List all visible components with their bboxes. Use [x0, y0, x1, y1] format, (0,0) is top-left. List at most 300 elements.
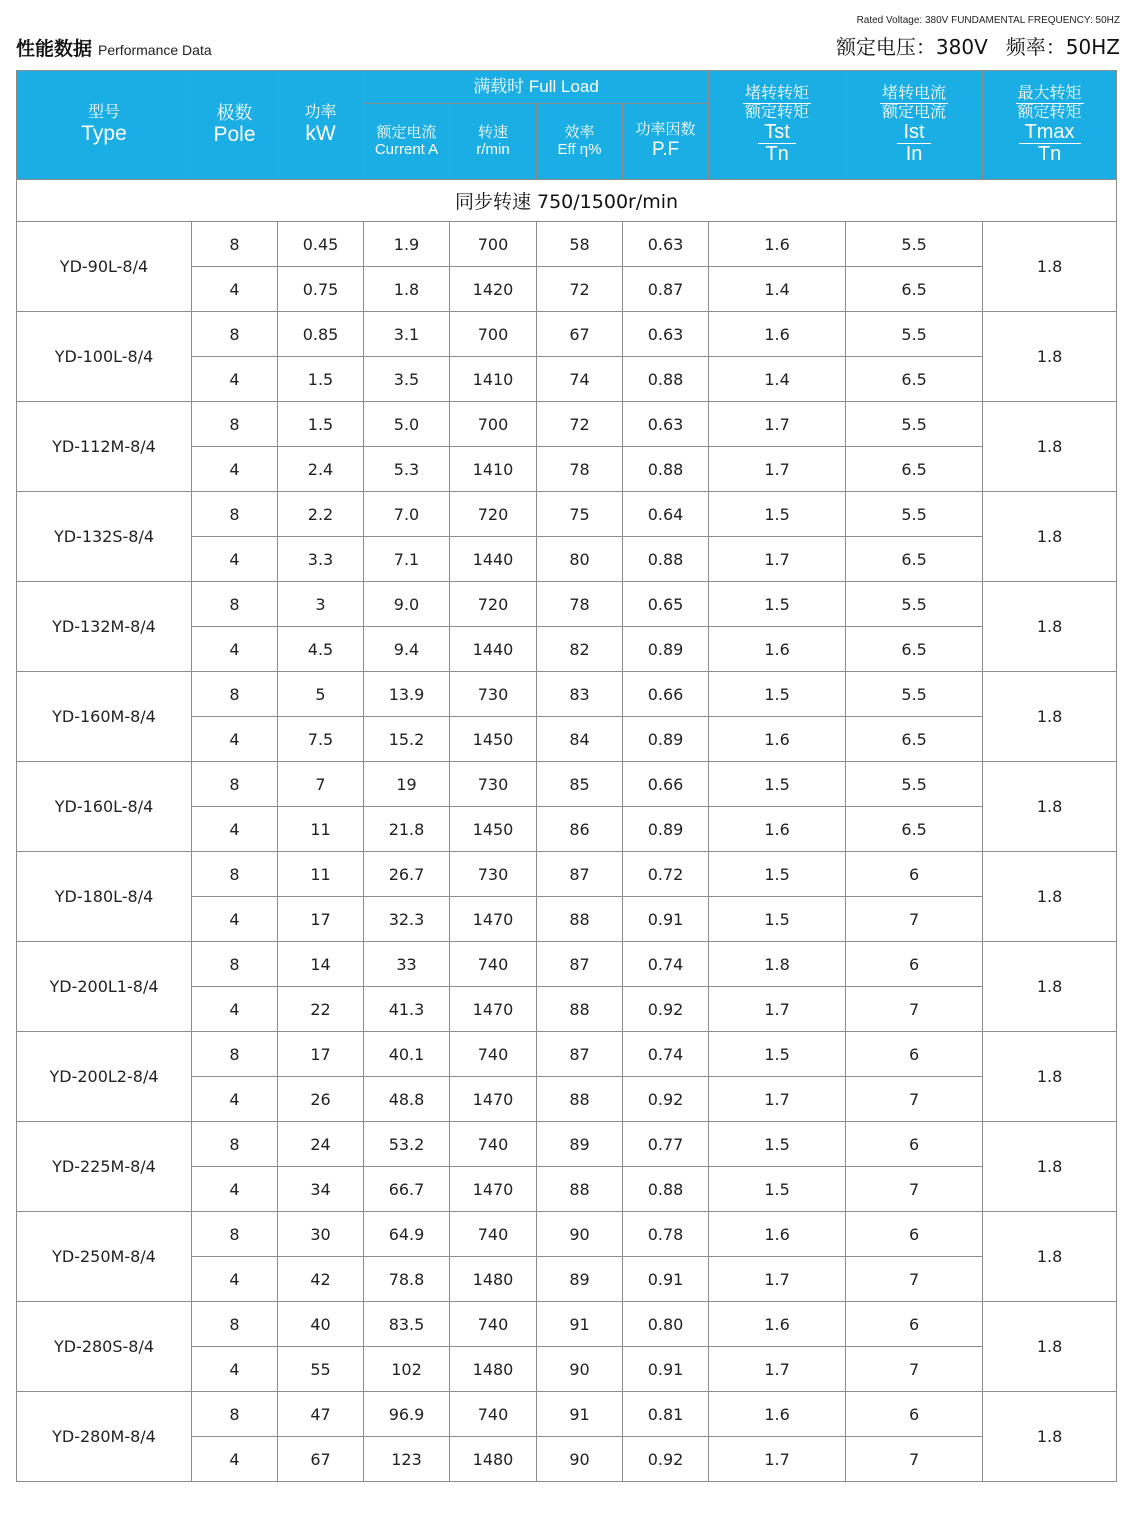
cell-ist-in: 7 — [846, 1077, 983, 1122]
table-row — [17, 852, 1117, 897]
cell-efficiency: 88 — [537, 897, 623, 942]
cell-efficiency: 89 — [537, 1257, 623, 1302]
cell-ist-in: 5.5 — [846, 672, 983, 717]
cell-ist-in: 6.5 — [846, 627, 983, 672]
cell-power-kw: 5 — [278, 672, 364, 717]
header-pole-en: Pole — [213, 123, 256, 147]
rated-voltage-cn-frequency: 频率：50HZ — [1005, 35, 1120, 59]
header-speed-en: r/min — [476, 140, 510, 158]
cell-model: YD-180L-8/4 — [17, 852, 192, 942]
cell-speed-rpm: 740 — [450, 1302, 537, 1347]
cell-power-factor: 0.88 — [623, 537, 709, 582]
header-locked-torque-sub: 额定转矩 — [745, 104, 810, 122]
cell-current-a: 41.3 — [364, 987, 450, 1032]
header-max-torque-den: Tn — [1037, 142, 1062, 165]
header-current-en: Current A — [374, 140, 439, 158]
cell-speed-rpm: 1410 — [450, 357, 537, 402]
cell-pole: 8 — [192, 1122, 278, 1167]
cell-speed-rpm: 730 — [450, 852, 537, 897]
cell-pole: 4 — [192, 267, 278, 312]
cell-current-a: 1.8 — [364, 267, 450, 312]
header-full-load: 满载时 Full Load — [364, 71, 709, 104]
cell-tst-tn: 1.5 — [709, 762, 846, 807]
cell-speed-rpm: 740 — [450, 1032, 537, 1077]
header-type — [17, 71, 192, 180]
cell-power-kw: 7 — [278, 762, 364, 807]
header-eff-cn: 效率 — [564, 123, 595, 141]
header-max-torque-num: Tmax — [1019, 122, 1081, 143]
cell-pole: 4 — [192, 987, 278, 1032]
cell-speed-rpm: 720 — [450, 582, 537, 627]
cell-efficiency: 72 — [537, 267, 623, 312]
cell-ist-in: 5.5 — [846, 492, 983, 537]
cell-ist-in: 6 — [846, 1392, 983, 1437]
cell-ist-in: 5.5 — [846, 402, 983, 447]
cell-efficiency: 90 — [537, 1437, 623, 1482]
cell-power-kw: 22 — [278, 987, 364, 1032]
cell-current-a: 66.7 — [364, 1167, 450, 1212]
cell-efficiency: 87 — [537, 942, 623, 987]
cell-ist-in: 6 — [846, 1212, 983, 1257]
performance-table — [16, 70, 1117, 1482]
cell-model: YD-112M-8/4 — [17, 402, 192, 492]
cell-speed-rpm: 720 — [450, 492, 537, 537]
cell-ist-in: 7 — [846, 1437, 983, 1482]
cell-ist-in: 7 — [846, 1257, 983, 1302]
cell-efficiency: 90 — [537, 1212, 623, 1257]
cell-tst-tn: 1.7 — [709, 1077, 846, 1122]
header-max-torque-sub: 额定转矩 — [1017, 104, 1082, 122]
cell-speed-rpm: 740 — [450, 1392, 537, 1437]
cell-ist-in: 6.5 — [846, 537, 983, 582]
cell-current-a: 83.5 — [364, 1302, 450, 1347]
cell-efficiency: 85 — [537, 762, 623, 807]
cell-power-kw: 30 — [278, 1212, 364, 1257]
cell-power-kw: 0.85 — [278, 312, 364, 357]
cell-efficiency: 87 — [537, 1032, 623, 1077]
cell-tst-tn: 1.7 — [709, 402, 846, 447]
cell-power-factor: 0.89 — [623, 627, 709, 672]
cell-model: YD-225M-8/4 — [17, 1122, 192, 1212]
cell-pole: 8 — [192, 402, 278, 447]
cell-power-kw: 2.2 — [278, 492, 364, 537]
cell-speed-rpm: 1470 — [450, 987, 537, 1032]
cell-power-kw: 24 — [278, 1122, 364, 1167]
header-type-en: Type — [81, 122, 127, 146]
header-locked-torque-den: Tn — [765, 142, 789, 165]
cell-power-kw: 1.5 — [278, 357, 364, 402]
cell-tmax-tn: 1.8 — [983, 582, 1117, 672]
cell-speed-rpm: 1420 — [450, 267, 537, 312]
cell-tst-tn: 1.5 — [709, 672, 846, 717]
header-type-cn: 型号 — [87, 104, 120, 122]
cell-power-factor: 0.88 — [623, 447, 709, 492]
cell-current-a: 3.1 — [364, 312, 450, 357]
cell-current-a: 48.8 — [364, 1077, 450, 1122]
cell-pole: 8 — [192, 1032, 278, 1077]
page-title — [16, 34, 212, 61]
cell-speed-rpm: 1450 — [450, 807, 537, 852]
cell-tmax-tn: 1.8 — [983, 1302, 1117, 1392]
cell-pole: 8 — [192, 312, 278, 357]
cell-speed-rpm: 740 — [450, 942, 537, 987]
cell-pole: 8 — [192, 852, 278, 897]
cell-power-factor: 0.64 — [623, 492, 709, 537]
table-row — [17, 1392, 1117, 1437]
cell-speed-rpm: 1480 — [450, 1347, 537, 1392]
header-current-cn: 额定电流 — [376, 123, 437, 141]
header-speed-cn: 转速 — [477, 123, 508, 141]
cell-tmax-tn: 1.8 — [983, 762, 1117, 852]
header-pf-cn: 功率因数 — [635, 121, 696, 139]
cell-power-kw: 11 — [278, 852, 364, 897]
cell-power-kw: 40 — [278, 1302, 364, 1347]
header-efficiency — [537, 104, 623, 180]
cell-pole: 4 — [192, 1257, 278, 1302]
cell-pole: 8 — [192, 492, 278, 537]
cell-pole: 8 — [192, 672, 278, 717]
cell-tmax-tn: 1.8 — [983, 1122, 1117, 1212]
cell-model: YD-160M-8/4 — [17, 672, 192, 762]
cell-current-a: 15.2 — [364, 717, 450, 762]
cell-ist-in: 6.5 — [846, 717, 983, 762]
cell-power-factor: 0.72 — [623, 852, 709, 897]
cell-tmax-tn: 1.8 — [983, 852, 1117, 942]
cell-current-a: 9.4 — [364, 627, 450, 672]
cell-model: YD-132M-8/4 — [17, 582, 192, 672]
header-locked-current-cn: 堵转电流 — [882, 85, 947, 103]
cell-pole: 4 — [192, 537, 278, 582]
cell-power-factor: 0.91 — [623, 1347, 709, 1392]
cell-model: YD-132S-8/4 — [17, 492, 192, 582]
cell-power-factor: 0.66 — [623, 672, 709, 717]
header-speed — [450, 104, 537, 180]
cell-power-factor: 0.63 — [623, 222, 709, 267]
cell-current-a: 1.9 — [364, 222, 450, 267]
title-en: Performance Data — [98, 42, 212, 58]
cell-ist-in: 7 — [846, 897, 983, 942]
cell-speed-rpm: 1470 — [450, 1167, 537, 1212]
cell-current-a: 5.0 — [364, 402, 450, 447]
cell-pole: 4 — [192, 1437, 278, 1482]
cell-current-a: 33 — [364, 942, 450, 987]
cell-power-kw: 0.45 — [278, 222, 364, 267]
cell-ist-in: 5.5 — [846, 312, 983, 357]
title-cn: 性能数据 — [16, 38, 93, 60]
cell-current-a: 102 — [364, 1347, 450, 1392]
cell-speed-rpm: 1450 — [450, 717, 537, 762]
cell-speed-rpm: 700 — [450, 222, 537, 267]
cell-pole: 8 — [192, 1212, 278, 1257]
cell-speed-rpm: 1440 — [450, 627, 537, 672]
cell-power-kw: 11 — [278, 807, 364, 852]
cell-tmax-tn: 1.8 — [983, 1212, 1117, 1302]
cell-model: YD-200L1-8/4 — [17, 942, 192, 1032]
cell-power-kw: 2.4 — [278, 447, 364, 492]
table-body — [17, 180, 1117, 1482]
header-current — [364, 104, 450, 180]
cell-model: YD-250M-8/4 — [17, 1212, 192, 1302]
table-row — [17, 1212, 1117, 1257]
header-eff-en: Eff η% — [557, 140, 602, 158]
cell-power-factor: 0.63 — [623, 312, 709, 357]
cell-ist-in: 6 — [846, 1302, 983, 1347]
header-power — [278, 71, 364, 180]
cell-tmax-tn: 1.8 — [983, 1032, 1117, 1122]
cell-tst-tn: 1.6 — [709, 312, 846, 357]
cell-current-a: 7.0 — [364, 492, 450, 537]
header-power-en: kW — [305, 122, 336, 146]
cell-power-factor: 0.80 — [623, 1302, 709, 1347]
cell-efficiency: 82 — [537, 627, 623, 672]
table-row — [17, 222, 1117, 267]
cell-efficiency: 75 — [537, 492, 623, 537]
rated-voltage-cn-voltage: 额定电压：380V — [835, 35, 988, 59]
cell-tst-tn: 1.5 — [709, 582, 846, 627]
cell-power-factor: 0.74 — [623, 942, 709, 987]
cell-speed-rpm: 1440 — [450, 537, 537, 582]
cell-speed-rpm: 700 — [450, 402, 537, 447]
header-max-torque — [983, 71, 1117, 180]
cell-power-kw: 0.75 — [278, 267, 364, 312]
cell-pole: 4 — [192, 1347, 278, 1392]
cell-efficiency: 90 — [537, 1347, 623, 1392]
cell-power-kw: 3 — [278, 582, 364, 627]
cell-power-kw: 1.5 — [278, 402, 364, 447]
cell-current-a: 21.8 — [364, 807, 450, 852]
cell-power-kw: 34 — [278, 1167, 364, 1212]
header-power-cn: 功率 — [304, 104, 337, 122]
cell-efficiency: 89 — [537, 1122, 623, 1167]
cell-tst-tn: 1.7 — [709, 1437, 846, 1482]
cell-speed-rpm: 1470 — [450, 897, 537, 942]
rated-voltage-en: Rated Voltage: 380V FUNDAMENTAL FREQUENCY: 50HZ — [856, 15, 1120, 26]
cell-ist-in: 6.5 — [846, 447, 983, 492]
cell-current-a: 7.1 — [364, 537, 450, 582]
cell-ist-in: 7 — [846, 987, 983, 1032]
cell-tst-tn: 1.6 — [709, 1392, 846, 1437]
cell-power-kw: 4.5 — [278, 627, 364, 672]
cell-power-factor: 0.78 — [623, 1212, 709, 1257]
cell-efficiency: 67 — [537, 312, 623, 357]
cell-power-factor: 0.92 — [623, 1077, 709, 1122]
cell-speed-rpm: 730 — [450, 672, 537, 717]
cell-ist-in: 6 — [846, 1122, 983, 1167]
cell-efficiency: 88 — [537, 1167, 623, 1212]
table-row — [17, 1032, 1117, 1077]
cell-pole: 8 — [192, 942, 278, 987]
cell-ist-in: 6 — [846, 942, 983, 987]
table-row — [17, 1122, 1117, 1167]
cell-tst-tn: 1.5 — [709, 852, 846, 897]
sync-speed-row: 同步转速 750/1500r/min — [17, 180, 1117, 222]
cell-current-a: 19 — [364, 762, 450, 807]
cell-model: YD-280M-8/4 — [17, 1392, 192, 1482]
cell-tst-tn: 1.4 — [709, 267, 846, 312]
cell-power-kw: 3.3 — [278, 537, 364, 582]
cell-tst-tn: 1.5 — [709, 1167, 846, 1212]
cell-power-factor: 0.81 — [623, 1392, 709, 1437]
cell-efficiency: 87 — [537, 852, 623, 897]
header-pole — [192, 71, 278, 180]
cell-pole: 4 — [192, 717, 278, 762]
table-row — [17, 1302, 1117, 1347]
cell-ist-in: 7 — [846, 1347, 983, 1392]
cell-pole: 4 — [192, 627, 278, 672]
cell-tst-tn: 1.6 — [709, 222, 846, 267]
header-locked-current-den: In — [905, 142, 923, 165]
cell-pole: 4 — [192, 357, 278, 402]
cell-tmax-tn: 1.8 — [983, 402, 1117, 492]
cell-power-factor: 0.89 — [623, 717, 709, 762]
header-locked-current — [846, 71, 983, 180]
cell-ist-in: 6.5 — [846, 807, 983, 852]
cell-tst-tn: 1.5 — [709, 492, 846, 537]
cell-speed-rpm: 740 — [450, 1122, 537, 1167]
cell-tst-tn: 1.8 — [709, 942, 846, 987]
cell-current-a: 64.9 — [364, 1212, 450, 1257]
cell-power-kw: 26 — [278, 1077, 364, 1122]
cell-efficiency: 84 — [537, 717, 623, 762]
cell-tst-tn: 1.5 — [709, 897, 846, 942]
cell-tst-tn: 1.7 — [709, 447, 846, 492]
header-locked-torque — [709, 71, 846, 180]
cell-power-factor: 0.74 — [623, 1032, 709, 1077]
cell-model: YD-100L-8/4 — [17, 312, 192, 402]
cell-speed-rpm: 730 — [450, 762, 537, 807]
header-locked-torque-num: Tst — [758, 122, 796, 143]
cell-power-factor: 0.91 — [623, 897, 709, 942]
cell-model: YD-160L-8/4 — [17, 762, 192, 852]
cell-current-a: 26.7 — [364, 852, 450, 897]
cell-efficiency: 91 — [537, 1392, 623, 1437]
cell-tst-tn: 1.4 — [709, 357, 846, 402]
cell-efficiency: 74 — [537, 357, 623, 402]
cell-power-kw: 47 — [278, 1392, 364, 1437]
cell-power-kw: 55 — [278, 1347, 364, 1392]
cell-speed-rpm: 1410 — [450, 447, 537, 492]
cell-current-a: 3.5 — [364, 357, 450, 402]
cell-power-kw: 17 — [278, 1032, 364, 1077]
cell-efficiency: 86 — [537, 807, 623, 852]
cell-power-factor: 0.92 — [623, 1437, 709, 1482]
header-max-torque-cn: 最大转矩 — [1017, 85, 1082, 103]
cell-ist-in: 5.5 — [846, 762, 983, 807]
cell-ist-in: 6.5 — [846, 357, 983, 402]
cell-tst-tn: 1.6 — [709, 1302, 846, 1347]
cell-ist-in: 5.5 — [846, 222, 983, 267]
cell-pole: 4 — [192, 1077, 278, 1122]
cell-tst-tn: 1.6 — [709, 717, 846, 762]
cell-power-factor: 0.66 — [623, 762, 709, 807]
cell-pole: 8 — [192, 762, 278, 807]
cell-efficiency: 88 — [537, 987, 623, 1032]
cell-current-a: 123 — [364, 1437, 450, 1482]
cell-power-kw: 42 — [278, 1257, 364, 1302]
cell-ist-in: 5.5 — [846, 582, 983, 627]
header-locked-current-sub: 额定电流 — [882, 104, 947, 122]
header-locked-torque-cn: 堵转转矩 — [745, 85, 810, 103]
cell-ist-in: 6.5 — [846, 267, 983, 312]
cell-efficiency: 91 — [537, 1302, 623, 1347]
table-header — [17, 71, 1117, 180]
cell-pole: 4 — [192, 1167, 278, 1212]
header-pole-cn: 极数 — [216, 103, 253, 124]
cell-current-a: 5.3 — [364, 447, 450, 492]
cell-current-a: 13.9 — [364, 672, 450, 717]
cell-tst-tn: 1.7 — [709, 1257, 846, 1302]
cell-tmax-tn: 1.8 — [983, 1392, 1117, 1482]
table-row — [17, 762, 1117, 807]
header-power-factor — [623, 104, 709, 180]
cell-tst-tn: 1.7 — [709, 987, 846, 1032]
cell-power-kw: 17 — [278, 897, 364, 942]
cell-ist-in: 7 — [846, 1167, 983, 1212]
cell-tst-tn: 1.5 — [709, 1122, 846, 1167]
cell-pole: 4 — [192, 447, 278, 492]
cell-tmax-tn: 1.8 — [983, 312, 1117, 402]
cell-efficiency: 83 — [537, 672, 623, 717]
cell-speed-rpm: 1480 — [450, 1257, 537, 1302]
table-row — [17, 582, 1117, 627]
cell-current-a: 96.9 — [364, 1392, 450, 1437]
cell-tst-tn: 1.6 — [709, 807, 846, 852]
cell-efficiency: 88 — [537, 1077, 623, 1122]
table-row — [17, 402, 1117, 447]
cell-current-a: 40.1 — [364, 1032, 450, 1077]
cell-speed-rpm: 740 — [450, 1212, 537, 1257]
cell-power-kw: 14 — [278, 942, 364, 987]
cell-power-kw: 7.5 — [278, 717, 364, 762]
cell-pole: 4 — [192, 897, 278, 942]
cell-efficiency: 58 — [537, 222, 623, 267]
cell-efficiency: 78 — [537, 582, 623, 627]
cell-pole: 4 — [192, 807, 278, 852]
cell-speed-rpm: 1480 — [450, 1437, 537, 1482]
cell-ist-in: 6 — [846, 1032, 983, 1077]
cell-speed-rpm: 700 — [450, 312, 537, 357]
cell-power-factor: 0.88 — [623, 1167, 709, 1212]
cell-efficiency: 80 — [537, 537, 623, 582]
header-pf-en: P.F — [651, 139, 680, 161]
cell-model: YD-200L2-8/4 — [17, 1032, 192, 1122]
cell-tmax-tn: 1.8 — [983, 222, 1117, 312]
cell-pole: 8 — [192, 1392, 278, 1437]
cell-efficiency: 72 — [537, 402, 623, 447]
cell-tst-tn: 1.7 — [709, 537, 846, 582]
cell-current-a: 78.8 — [364, 1257, 450, 1302]
rated-voltage-cn — [836, 31, 1120, 60]
cell-tst-tn: 1.5 — [709, 1032, 846, 1077]
cell-tst-tn: 1.6 — [709, 1212, 846, 1257]
cell-pole: 8 — [192, 1302, 278, 1347]
cell-power-factor: 0.89 — [623, 807, 709, 852]
table-row — [17, 942, 1117, 987]
header-locked-current-num: Ist — [897, 122, 930, 143]
cell-pole: 8 — [192, 222, 278, 267]
cell-current-a: 32.3 — [364, 897, 450, 942]
cell-power-factor: 0.77 — [623, 1122, 709, 1167]
cell-power-factor: 0.65 — [623, 582, 709, 627]
cell-model: YD-90L-8/4 — [17, 222, 192, 312]
cell-power-factor: 0.92 — [623, 987, 709, 1032]
cell-power-factor: 0.88 — [623, 357, 709, 402]
cell-model: YD-280S-8/4 — [17, 1302, 192, 1392]
cell-tst-tn: 1.6 — [709, 627, 846, 672]
cell-pole: 8 — [192, 582, 278, 627]
cell-power-kw: 67 — [278, 1437, 364, 1482]
table-row — [17, 312, 1117, 357]
